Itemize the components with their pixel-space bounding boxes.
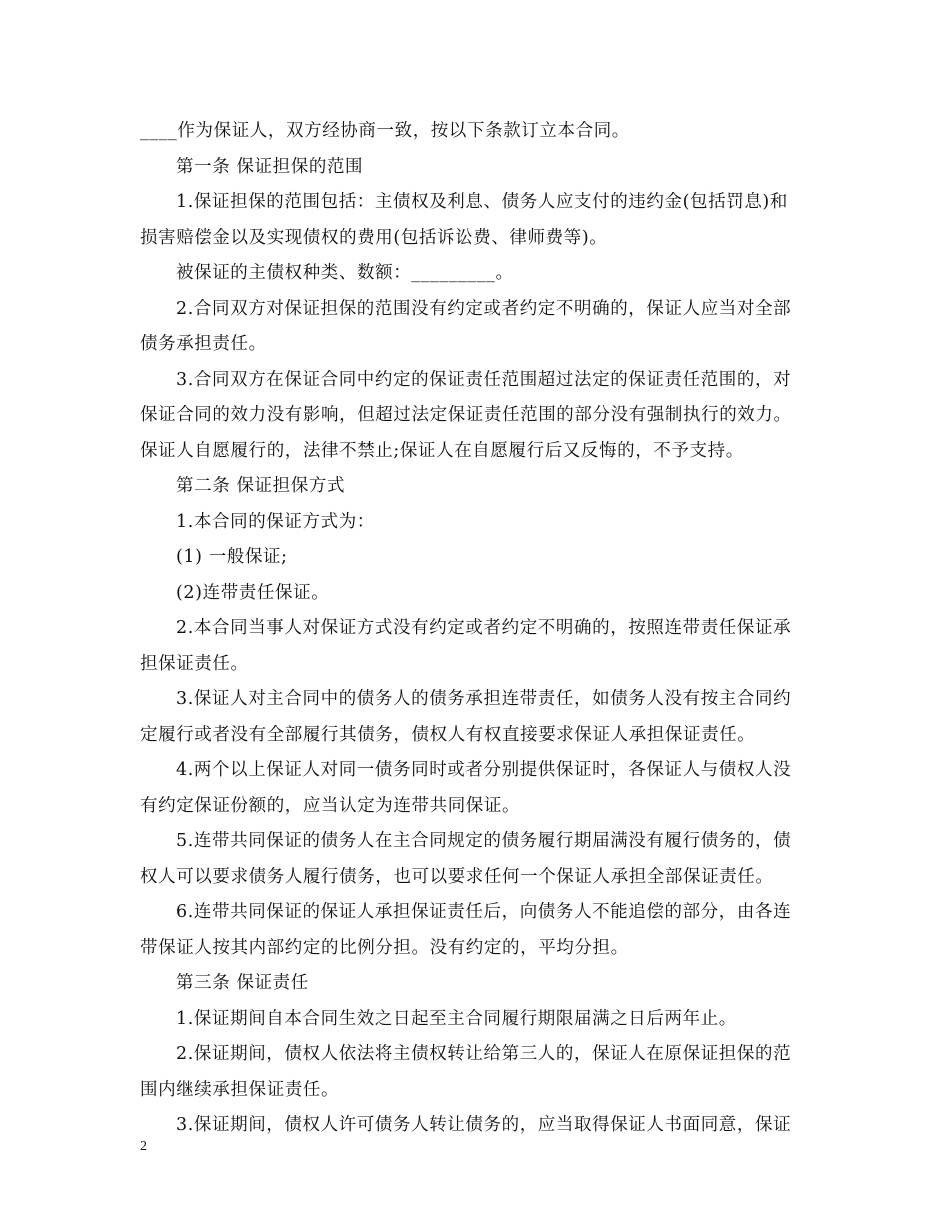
text-line: 3.合同双方在保证合同中约定的保证责任范围超过法定的保证责任范围的，对	[176, 369, 792, 390]
text-line: 保证合同的效力没有影响，但超过法定保证责任范围的部分没有强制执行的效力。	[140, 405, 792, 425]
text-line: 6.连带共同保证的保证人承担保证责任后，向债务人不能追偿的部分，由各连	[176, 902, 792, 922]
text-line: 带保证人按其内部约定的比例分担。没有约定的，平均分担。	[140, 937, 629, 958]
page-number: 2	[140, 1139, 147, 1154]
text-line: 第二条 保证担保方式	[176, 476, 346, 496]
text-line: 定履行或者没有全部履行其债务，债权人有权直接要求保证人承担保证责任。	[140, 724, 756, 745]
text-line: 3.保证期间，债权人许可债务人转让债务的，应当取得保证人书面同意，保证	[176, 1115, 792, 1135]
text-line: 第一条 保证担保的范围	[176, 156, 364, 177]
text-line: 2.保证期间，债权人依法将主债权转让给第三人的，保证人在原保证担保的范	[176, 1044, 792, 1064]
text-line: 有约定保证份额的，应当认定为连带共同保证。	[140, 795, 521, 816]
text-line: 权人可以要求债务人履行债务，也可以要求任何一个保证人承担全部保证责任。	[140, 866, 774, 887]
text-line: 被保证的主债权种类、数额：_________。	[176, 263, 514, 283]
text-line: 损害赔偿金以及实现债权的费用(包括诉讼费、律师费等)。	[140, 227, 608, 248]
text-line: 2.本合同当事人对保证方式没有约定或者约定不明确的，按照连带责任保证承	[176, 618, 792, 638]
text-line: 担保证责任。	[140, 653, 249, 674]
text-line: (1) 一般保证;	[176, 547, 288, 567]
text-line: ____作为保证人，双方经协商一致，按以下条款订立本合同。	[140, 121, 630, 141]
text-line: 1.本合同的保证方式为：	[176, 511, 375, 532]
text-line: 5.连带共同保证的债务人在主合同规定的债务履行期届满没有履行债务的，债	[176, 831, 792, 851]
text-line: 1.保证期间自本合同生效之日起至主合同履行期限届满之日后两年止。	[176, 1008, 737, 1029]
text-line: 2.合同双方对保证担保的范围没有约定或者约定不明确的，保证人应当对全部	[176, 298, 792, 319]
text-line: 第三条 保证责任	[176, 973, 309, 993]
text-line: 1.保证担保的范围包括：主债权及利息、债务人应支付的违约金(包括罚息)和	[176, 192, 788, 212]
text-line: 3.保证人对主合同中的债务人的债务承担连带责任，如债务人没有按主合同约	[176, 689, 792, 709]
text-line: (2)连带责任保证。	[176, 582, 330, 603]
text-line: 围内继续承担保证责任。	[140, 1079, 340, 1100]
document-body	[140, 114, 816, 1144]
text-line: 4.两个以上保证人对同一债务同时或者分别提供保证时，各保证人与债权人没	[176, 760, 792, 780]
text-line: 债务承担责任。	[140, 334, 267, 354]
text-line: 保证人自愿履行的，法律不禁止;保证人在自愿履行后又反悔的，不予支持。	[140, 440, 744, 461]
